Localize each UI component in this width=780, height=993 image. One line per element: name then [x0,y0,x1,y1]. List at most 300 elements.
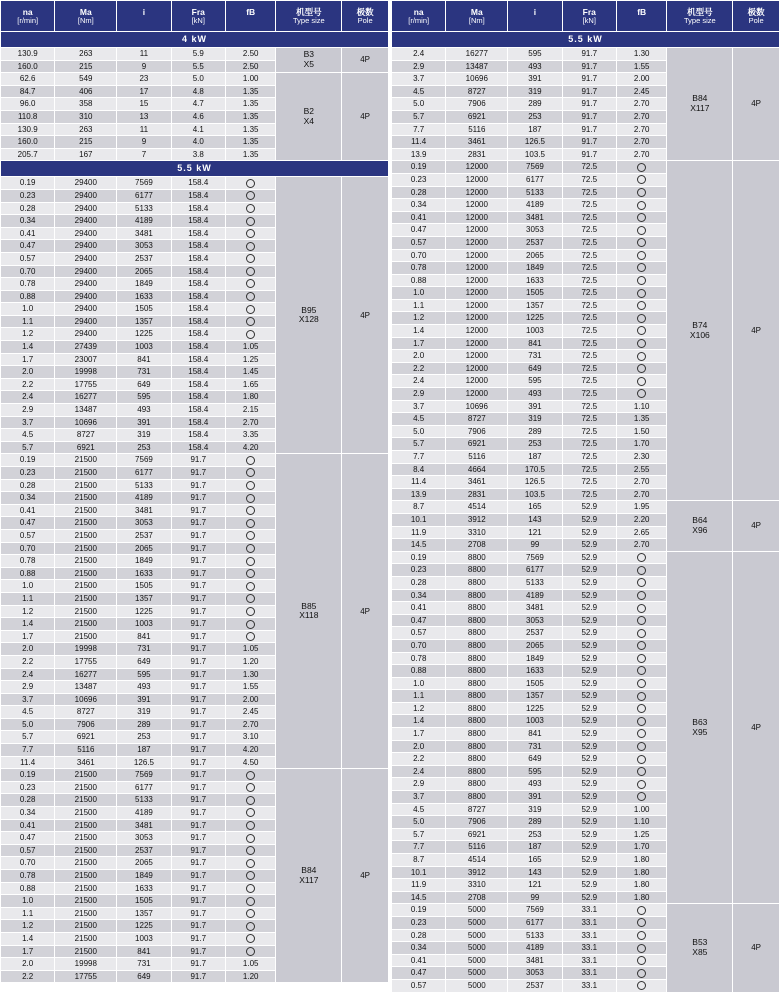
cell-i: 6177 [117,189,171,202]
cell-i: 9 [117,60,171,73]
cell-ma: 12000 [446,161,508,174]
cell-i: 1505 [508,287,562,300]
cell-ma: 17755 [55,378,117,391]
cell-ma: 12000 [446,388,508,401]
cell-fra: 72.5 [562,173,616,186]
circle-mark [246,884,255,893]
circle-mark [246,279,255,288]
cell-type-size: B84 X117 [276,769,342,983]
cell-pole: 4P [342,769,389,983]
cell-fra: 52.9 [562,576,616,589]
cell-fb [225,215,276,228]
cell-fra: 91.7 [171,819,225,832]
cell-ma: 8800 [446,728,508,741]
cell-i: 7569 [117,177,171,190]
cell-i: 253 [508,828,562,841]
cell-i: 6177 [508,916,562,929]
cell-fb [225,467,276,480]
cell-i: 493 [508,778,562,791]
cell-na: 0.41 [1,819,55,832]
cell-fb: 2.20 [616,513,667,526]
cell-fb [616,677,667,690]
cell-fb [616,274,667,287]
cell-ma: 12000 [446,262,508,275]
cell-na: 0.28 [1,479,55,492]
cell-na: 1.7 [1,945,55,958]
cell-ma: 12000 [446,173,508,186]
cell-fb: 2.00 [225,693,276,706]
cell-fb: 4.20 [225,441,276,454]
cell-fb: 1.30 [225,668,276,681]
circle-mark [637,263,646,272]
cell-i: 595 [117,668,171,681]
cell-na: 130.9 [1,48,55,61]
cell-fra: 158.4 [171,177,225,190]
cell-fra: 91.7 [171,756,225,769]
cell-na: 5.0 [392,425,446,438]
cell-fra: 72.5 [562,451,616,464]
cell-na: 0.19 [1,454,55,467]
cell-i: 1225 [117,328,171,341]
cell-fra: 4.0 [171,136,225,149]
cell-na: 2.0 [1,366,55,379]
cell-ma: 12000 [446,287,508,300]
table-row [1,769,389,782]
cell-type-size: B64 X96 [667,501,733,551]
cell-fra: 91.7 [171,794,225,807]
cell-fra: 158.4 [171,353,225,366]
cell-i: 1357 [508,299,562,312]
cell-na: 11.4 [392,136,446,149]
cell-fb [225,177,276,190]
cell-fb: 1.25 [616,828,667,841]
cell-fb [616,652,667,665]
cell-fra: 33.1 [562,904,616,917]
cell-ma: 21500 [55,794,117,807]
cell-i: 2537 [117,844,171,857]
circle-mark [246,632,255,641]
cell-fb: 2.00 [616,73,667,86]
cell-ma: 12000 [446,312,508,325]
cell-fra: 52.9 [562,866,616,879]
cell-i: 3481 [117,504,171,517]
cell-pole: 4P [342,177,389,454]
cell-fb [616,362,667,375]
cell-ma: 12000 [446,186,508,199]
cell-pole: 4P [733,48,780,161]
cell-i: 319 [508,85,562,98]
circle-mark [246,871,255,880]
cell-fb: 2.70 [616,148,667,161]
cell-ma: 29400 [55,252,117,265]
cell-i: 5133 [508,929,562,942]
circle-mark [246,179,255,188]
cell-na: 0.34 [392,942,446,955]
cell-fb [225,618,276,631]
cell-na: 1.4 [392,715,446,728]
cell-na: 1.7 [1,353,55,366]
cell-fra: 33.1 [562,929,616,942]
cell-i: 7 [117,148,171,161]
cell-fra: 91.7 [171,769,225,782]
cell-pole: 4P [733,904,780,992]
cell-na: 2.4 [392,375,446,388]
cell-ma: 21500 [55,819,117,832]
cell-i: 3481 [508,602,562,615]
cell-fra: 91.7 [562,85,616,98]
cell-na: 0.28 [1,202,55,215]
cell-fra: 158.4 [171,315,225,328]
cell-i: 391 [117,416,171,429]
cell-fb [616,765,667,778]
cell-fb: 2.30 [616,451,667,464]
cell-fra: 52.9 [562,589,616,602]
cell-ma: 29400 [55,177,117,190]
cell-na: 0.41 [392,954,446,967]
cell-fb [616,388,667,401]
header-i: i [117,1,171,32]
cell-i: 319 [508,413,562,426]
circle-mark [637,641,646,650]
cell-type-size: B53 X85 [667,904,733,992]
cell-fra: 33.1 [562,967,616,980]
cell-fra: 158.4 [171,416,225,429]
cell-i: 4189 [508,589,562,602]
circle-mark [246,191,255,200]
cell-fb: 1.05 [225,643,276,656]
cell-fra: 91.7 [171,618,225,631]
cell-ma: 21500 [55,580,117,593]
cell-na: 0.41 [1,504,55,517]
cell-fb [225,529,276,542]
cell-type-size: B2 X4 [276,73,342,161]
cell-i: 6177 [117,781,171,794]
cell-ma: 29400 [55,202,117,215]
cell-fra: 91.7 [171,580,225,593]
cell-na: 8.4 [392,463,446,476]
cell-ma: 12000 [446,199,508,212]
cell-i: 493 [508,388,562,401]
cell-fra: 91.7 [171,529,225,542]
cell-ma: 21500 [55,479,117,492]
cell-i: 1003 [117,341,171,354]
cell-i: 13 [117,110,171,123]
cell-na: 5.0 [392,816,446,829]
cell-fb [616,262,667,275]
cell-i: 731 [117,958,171,971]
cell-fra: 91.7 [171,643,225,656]
cell-na: 0.88 [1,882,55,895]
cell-ma: 19998 [55,366,117,379]
cell-ma: 310 [55,110,117,123]
cell-fb [616,375,667,388]
cell-fra: 91.7 [171,542,225,555]
cell-fra: 72.5 [562,438,616,451]
cell-fb [616,728,667,741]
cell-fb: 1.35 [225,136,276,149]
cell-fb [225,932,276,945]
cell-fb: 2.70 [616,110,667,123]
cell-na: 5.0 [392,98,446,111]
cell-na: 0.57 [1,252,55,265]
cell-na: 2.2 [1,970,55,983]
circle-mark [246,204,255,213]
cell-fra: 52.9 [562,816,616,829]
circle-mark [637,389,646,398]
cell-fb [616,224,667,237]
cell-ma: 8800 [446,791,508,804]
cell-i: 1357 [117,315,171,328]
cell-i: 3053 [508,967,562,980]
header-na: na [r/min] [392,1,446,32]
table-row [392,48,780,61]
cell-fb: 1.50 [616,425,667,438]
cell-ma: 21500 [55,605,117,618]
cell-fra: 72.5 [562,224,616,237]
cell-i: 1849 [117,870,171,883]
circle-mark [637,704,646,713]
cell-ma: 263 [55,123,117,136]
cell-fb [225,857,276,870]
cell-fra: 5.9 [171,48,225,61]
cell-na: 0.88 [1,290,55,303]
cell-na: 0.19 [1,177,55,190]
circle-mark [637,616,646,625]
cell-na: 4.5 [1,429,55,442]
cell-fb: 1.65 [225,378,276,391]
circle-mark [637,276,646,285]
circle-mark [246,217,255,226]
cell-na: 4.5 [392,413,446,426]
cell-na: 0.78 [1,278,55,291]
cell-ma: 8800 [446,690,508,703]
cell-i: 841 [117,630,171,643]
cell-fra: 91.7 [171,832,225,845]
cell-ma: 8800 [446,602,508,615]
cell-na: 160.0 [1,60,55,73]
cell-fb [225,504,276,517]
cell-ma: 17755 [55,970,117,983]
cell-ma: 215 [55,136,117,149]
cell-i: 1357 [508,690,562,703]
cell-fb [225,870,276,883]
cell-fra: 91.7 [171,555,225,568]
cell-i: 841 [508,337,562,350]
cell-i: 1225 [117,920,171,933]
cell-fb [225,492,276,505]
circle-mark [246,594,255,603]
cell-fb [225,945,276,958]
cell-i: 1849 [508,262,562,275]
cell-i: 3481 [508,211,562,224]
cell-ma: 8800 [446,576,508,589]
circle-mark [637,175,646,184]
cell-i: 11 [117,123,171,136]
cell-na: 2.9 [392,388,446,401]
cell-ma: 6921 [446,828,508,841]
cell-i: 253 [117,441,171,454]
circle-mark [637,717,646,726]
cell-fb [616,967,667,980]
cell-ma: 8800 [446,753,508,766]
cell-fb: 2.55 [616,463,667,476]
cell-i: 5133 [117,794,171,807]
header-fra: Fra [kN] [562,1,616,32]
power-band-row [392,32,780,48]
cell-i: 4189 [508,199,562,212]
cell-ma: 29400 [55,240,117,253]
cell-fb [616,287,667,300]
circle-mark [246,569,255,578]
cell-ma: 6921 [55,731,117,744]
cell-fra: 91.7 [562,73,616,86]
cell-fb: 1.70 [616,438,667,451]
cell-na: 0.28 [392,186,446,199]
cell-i: 391 [508,73,562,86]
cell-i: 1633 [117,882,171,895]
cell-fb: 1.20 [225,655,276,668]
table-row [1,48,389,61]
cell-fb [616,350,667,363]
cell-i: 253 [508,438,562,451]
cell-i: 1357 [117,907,171,920]
cell-ma: 29400 [55,189,117,202]
circle-mark [637,301,646,310]
circle-mark [637,377,646,386]
cell-i: 2065 [117,542,171,555]
cell-fb [225,303,276,316]
cell-fra: 4.1 [171,123,225,136]
cell-fb [225,819,276,832]
cell-na: 1.0 [392,287,446,300]
cell-fb [225,895,276,908]
header-type-size: 机型号 Type size [276,1,342,32]
cell-fb: 2.70 [225,416,276,429]
cell-ma: 3310 [446,526,508,539]
cell-fra: 72.5 [562,325,616,338]
cell-fb [616,249,667,262]
circle-mark [246,305,255,314]
cell-ma: 13487 [55,404,117,417]
circle-mark [637,213,646,222]
cell-fra: 158.4 [171,290,225,303]
cell-fb: 1.80 [225,391,276,404]
cell-fb: 3.10 [225,731,276,744]
cell-na: 8.7 [392,501,446,514]
cell-na: 5.7 [392,828,446,841]
circle-mark [246,796,255,805]
cell-i: 319 [508,803,562,816]
cell-i: 595 [508,375,562,388]
cell-fb: 1.10 [616,816,667,829]
cell-i: 3053 [117,240,171,253]
cell-i: 1849 [117,278,171,291]
cell-ma: 29400 [55,290,117,303]
cell-ma: 2831 [446,148,508,161]
cell-i: 1849 [508,652,562,665]
cell-fra: 72.5 [562,287,616,300]
cell-na: 96.0 [1,98,55,111]
cell-fra: 91.7 [171,504,225,517]
cell-fb [616,715,667,728]
cell-fb [616,576,667,589]
cell-i: 165 [508,854,562,867]
cell-i: 2065 [508,249,562,262]
spec-table-left-col [0,0,389,983]
circle-mark [246,922,255,931]
cell-i: 23 [117,73,171,86]
cell-fra: 72.5 [562,413,616,426]
cell-na: 0.23 [392,564,446,577]
cell-na: 1.4 [1,932,55,945]
cell-na: 1.1 [392,690,446,703]
cell-ma: 12000 [446,299,508,312]
cell-ma: 21500 [55,467,117,480]
cell-i: 187 [508,123,562,136]
cell-fra: 91.7 [171,655,225,668]
cell-i: 731 [117,643,171,656]
cell-fra: 33.1 [562,916,616,929]
cell-na: 160.0 [1,136,55,149]
cell-na: 0.47 [392,224,446,237]
cell-na: 0.70 [392,639,446,652]
cell-fb [616,161,667,174]
cell-fb: 2.70 [616,488,667,501]
cell-ma: 6921 [55,441,117,454]
cell-fb: 1.05 [225,341,276,354]
circle-mark [246,771,255,780]
cell-fra: 72.5 [562,249,616,262]
cell-fb: 4.20 [225,744,276,757]
cell-i: 649 [117,655,171,668]
cell-i: 7569 [117,454,171,467]
cell-na: 0.57 [392,236,446,249]
cell-ma: 21500 [55,492,117,505]
cell-i: 731 [508,350,562,363]
cell-na: 0.57 [392,627,446,640]
cell-fra: 52.9 [562,639,616,652]
cell-fb: 2.50 [225,60,276,73]
circle-mark [637,591,646,600]
cell-fra: 72.5 [562,161,616,174]
cell-ma: 10696 [55,416,117,429]
cell-i: 103.5 [508,148,562,161]
cell-fb: 4.50 [225,756,276,769]
cell-ma: 10696 [446,400,508,413]
cell-i: 1225 [508,312,562,325]
cell-ma: 7906 [55,718,117,731]
cell-na: 5.7 [392,110,446,123]
cell-na: 1.4 [392,325,446,338]
cell-i: 9 [117,136,171,149]
cell-ma: 21500 [55,945,117,958]
cell-na: 0.23 [1,189,55,202]
cell-fb [225,278,276,291]
circle-mark [637,339,646,348]
cell-ma: 21500 [55,454,117,467]
table-row [1,454,389,467]
cell-i: 649 [508,362,562,375]
cell-fra: 52.9 [562,551,616,564]
cell-i: 649 [117,970,171,983]
cell-na: 0.57 [392,979,446,992]
cell-ma: 6921 [446,110,508,123]
cell-ma: 8727 [446,413,508,426]
cell-i: 2537 [117,529,171,542]
cell-i: 7569 [117,769,171,782]
cell-ma: 3912 [446,866,508,879]
cell-fra: 91.7 [171,970,225,983]
